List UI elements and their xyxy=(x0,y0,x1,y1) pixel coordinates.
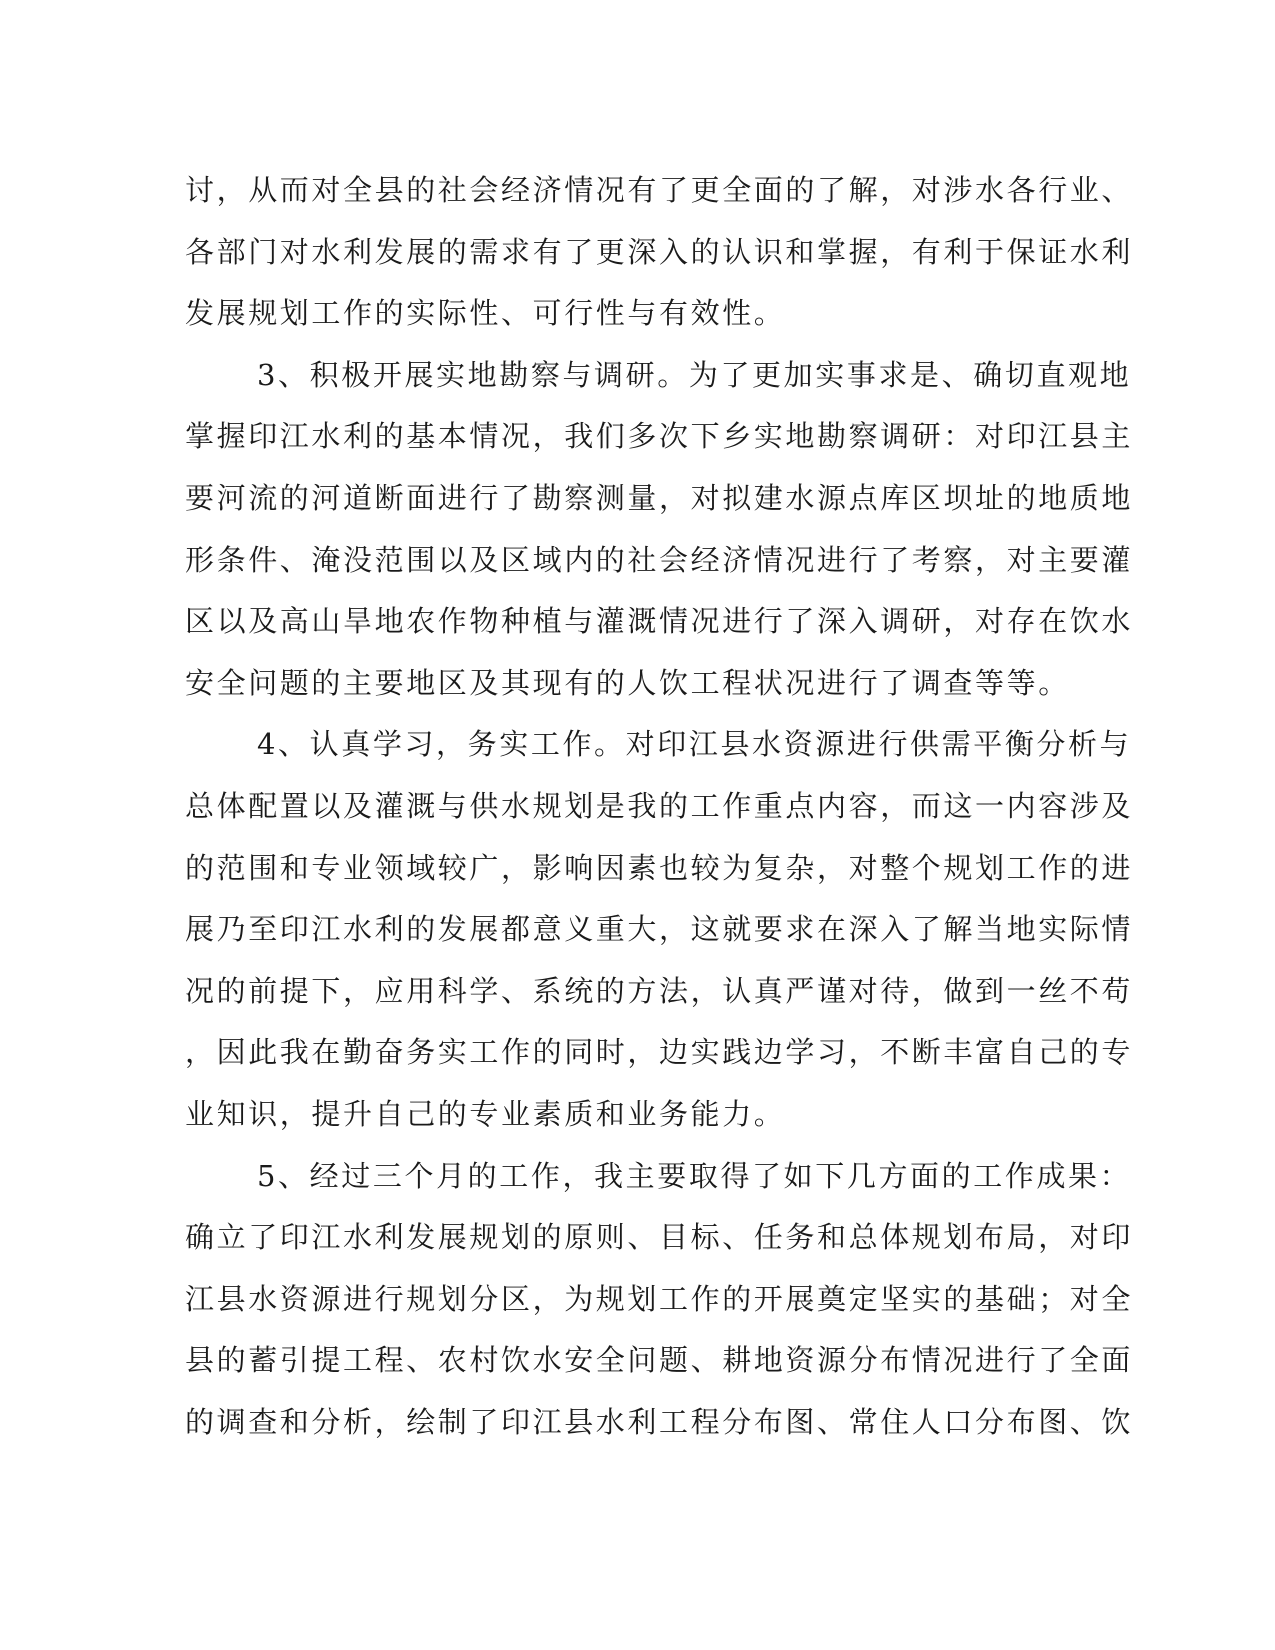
text-line-9: 安全问题的主要地区及其现有的人饮工程状况进行了调查等等。 xyxy=(185,665,1070,700)
text-line-16: 业知识，提升自己的专业素质和业务能力。 xyxy=(185,1096,786,1131)
text-line-10: 4、认真学习，务实工作。对印江县水资源进行供需平衡分析与 xyxy=(257,727,1132,762)
text-line-2: 各部门对水利发展的需求有了更深入的认识和掌握，有利于保证水利 xyxy=(185,234,1134,269)
text-line-21: 的调查和分析，绘制了印江县水利工程分布图、常住人口分布图、饮 xyxy=(185,1404,1134,1439)
text-line-7: 形条件、淹没范围以及区域内的社会经济情况进行了考察，对主要灌 xyxy=(185,542,1134,577)
text-line-3: 发展规划工作的实际性、可行性与有效性。 xyxy=(185,296,786,331)
text-line-18: 确立了印江水利发展规划的原则、目标、任务和总体规划布局，对印 xyxy=(185,1220,1134,1255)
text-line-1: 讨，从而对全县的社会经济情况有了更全面的了解，对涉水各行业、 xyxy=(185,173,1134,207)
text-line-20: 县的蓄引提工程、农村饮水安全问题、耕地资源分布情况进行了全面 xyxy=(185,1343,1134,1378)
text-line-6: 要河流的河道断面进行了勘察测量，对拟建水源点库区坝址的地质地 xyxy=(185,480,1134,515)
text-line-15: ，因此我在勤奋务实工作的同时，边实践边学习，不断丰富自己的专 xyxy=(185,1035,1134,1070)
text-line-4: 3、积极开展实地勘察与调研。为了更加实事求是、确切直观地 xyxy=(257,357,1132,392)
text-line-19: 江县水资源进行规划分区，为规划工作的开展奠定坚实的基础；对全 xyxy=(185,1281,1134,1316)
text-line-11: 总体配置以及灌溉与供水规划是我的工作重点内容，而这一内容涉及 xyxy=(185,788,1134,823)
text-line-5: 掌握印江水利的基本情况，我们多次下乡实地勘察调研：对印江县主 xyxy=(185,419,1134,454)
text-line-14: 况的前提下，应用科学、系统的方法，认真严谨对待，做到一丝不苟 xyxy=(185,973,1134,1008)
text-line-8: 区以及高山旱地农作物种植与灌溉情况进行了深入调研，对存在饮水 xyxy=(185,604,1134,639)
text-line-13: 展乃至印江水利的发展都意义重大，这就要求在深入了解当地实际情 xyxy=(185,912,1134,947)
text-line-17: 5、经过三个月的工作，我主要取得了如下几方面的工作成果： xyxy=(257,1158,1132,1193)
text-line-12: 的范围和专业领域较广，影响因素也较为复杂，对整个规划工作的进 xyxy=(185,850,1134,885)
document-body xyxy=(185,160,1134,1453)
